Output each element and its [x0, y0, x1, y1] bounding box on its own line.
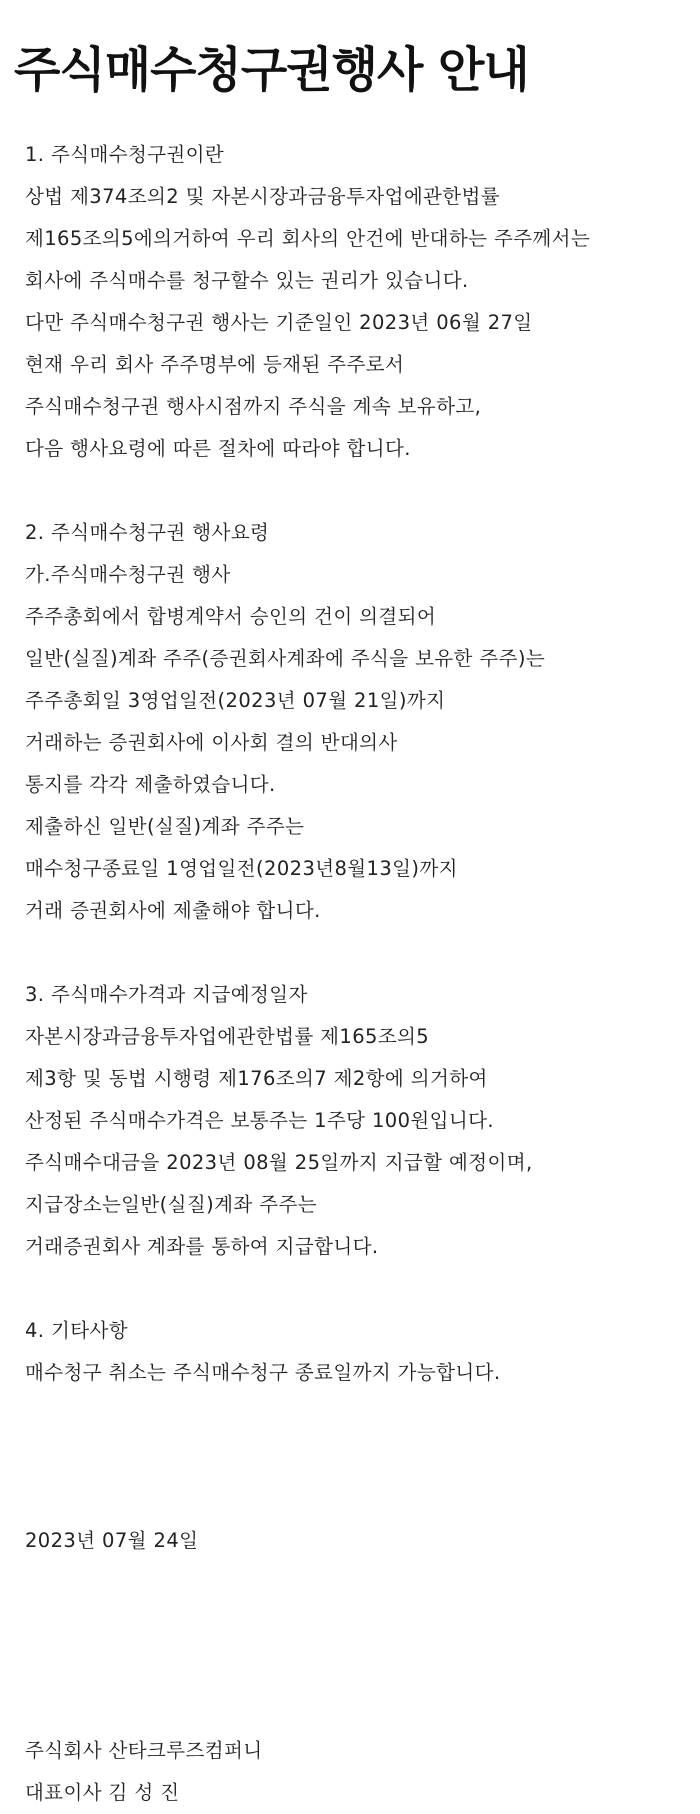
notice-date-block [25, 1520, 686, 1562]
section-3-heading: 3. 주식매수가격과 지급예정일자 [25, 983, 308, 1006]
body-line: 회사에 주식매수를 청구할수 있는 권리가 있습니다. [25, 269, 469, 292]
body-line: 거래 증권회사에 제출해야 합니다. [25, 899, 321, 922]
body-line: 현재 우리 회사 주주명부에 등재된 주주로서 [25, 353, 405, 376]
body-line: 주식매수청구권 행사시점까지 주식을 계속 보유하고, [25, 395, 482, 418]
representative-name: 대표이사 김 성 진 [25, 1781, 180, 1804]
body-line: 다음 행사요령에 따른 절차에 따라야 합니다. [25, 437, 411, 460]
body-line: 제165조의5에의거하여 우리 회사의 안건에 반대하는 주주께서는 [25, 227, 591, 250]
notice-body [14, 134, 686, 1814]
body-line: 다만 주식매수청구권 행사는 기준일인 2023년 06월 27일 [25, 311, 533, 334]
section-4 [25, 1310, 686, 1394]
body-line: 자본시장과금융투자업에관한법률 제165조의5 [25, 1025, 430, 1048]
body-line: 매수청구종료일 1영업일전(2023년8월13일)까지 [25, 857, 458, 880]
body-line: 산정된 주식매수가격은 보통주는 1주당 100원입니다. [25, 1109, 494, 1132]
body-line: 통지를 각각 제출하였습니다. [25, 773, 276, 796]
body-line: 지급장소는일반(실질)계좌 주주는 [25, 1193, 317, 1216]
notice-date: 2023년 07월 24일 [25, 1529, 199, 1552]
section-1-heading: 1. 주식매수청구권이란 [25, 143, 225, 166]
section-3 [25, 974, 686, 1268]
body-line: 주주총회일 3영업일전(2023년 07월 21일)까지 [25, 689, 446, 712]
body-line: 제출하신 일반(실질)계좌 주주는 [25, 815, 305, 838]
body-line: 상법 제374조의2 및 자본시장과금융투자업에관한법률 [25, 185, 500, 208]
body-line: 일반(실질)계좌 주주(증권회사계좌에 주식을 보유한 주주)는 [25, 647, 546, 670]
body-line: 매수청구 취소는 주식매수청구 종료일까지 가능합니다. [25, 1361, 501, 1384]
section-4-heading: 4. 기타사항 [25, 1319, 128, 1342]
company-name: 주식회사 산타크루즈컴퍼니 [25, 1739, 263, 1762]
body-line: 거래하는 증권회사에 이사회 결의 반대의사 [25, 731, 398, 754]
body-line: 거래증권회사 계좌를 통하여 지급합니다. [25, 1235, 379, 1258]
subsection-heading: 가.주식매수청구권 행사 [25, 563, 231, 586]
signature-block [25, 1730, 686, 1814]
body-line: 주식매수대금을 2023년 08월 25일까지 지급할 예정이며, [25, 1151, 533, 1174]
section-2-heading: 2. 주식매수청구권 행사요령 [25, 521, 270, 544]
body-line: 주주총회에서 합병계약서 승인의 건이 의결되어 [25, 605, 437, 628]
page-title: 주식매수청구권행사 안내 [14, 42, 529, 98]
section-2 [25, 512, 686, 932]
section-1 [25, 134, 686, 470]
body-line: 제3항 및 동법 시행령 제176조의7 제2항에 의거하여 [25, 1067, 488, 1090]
